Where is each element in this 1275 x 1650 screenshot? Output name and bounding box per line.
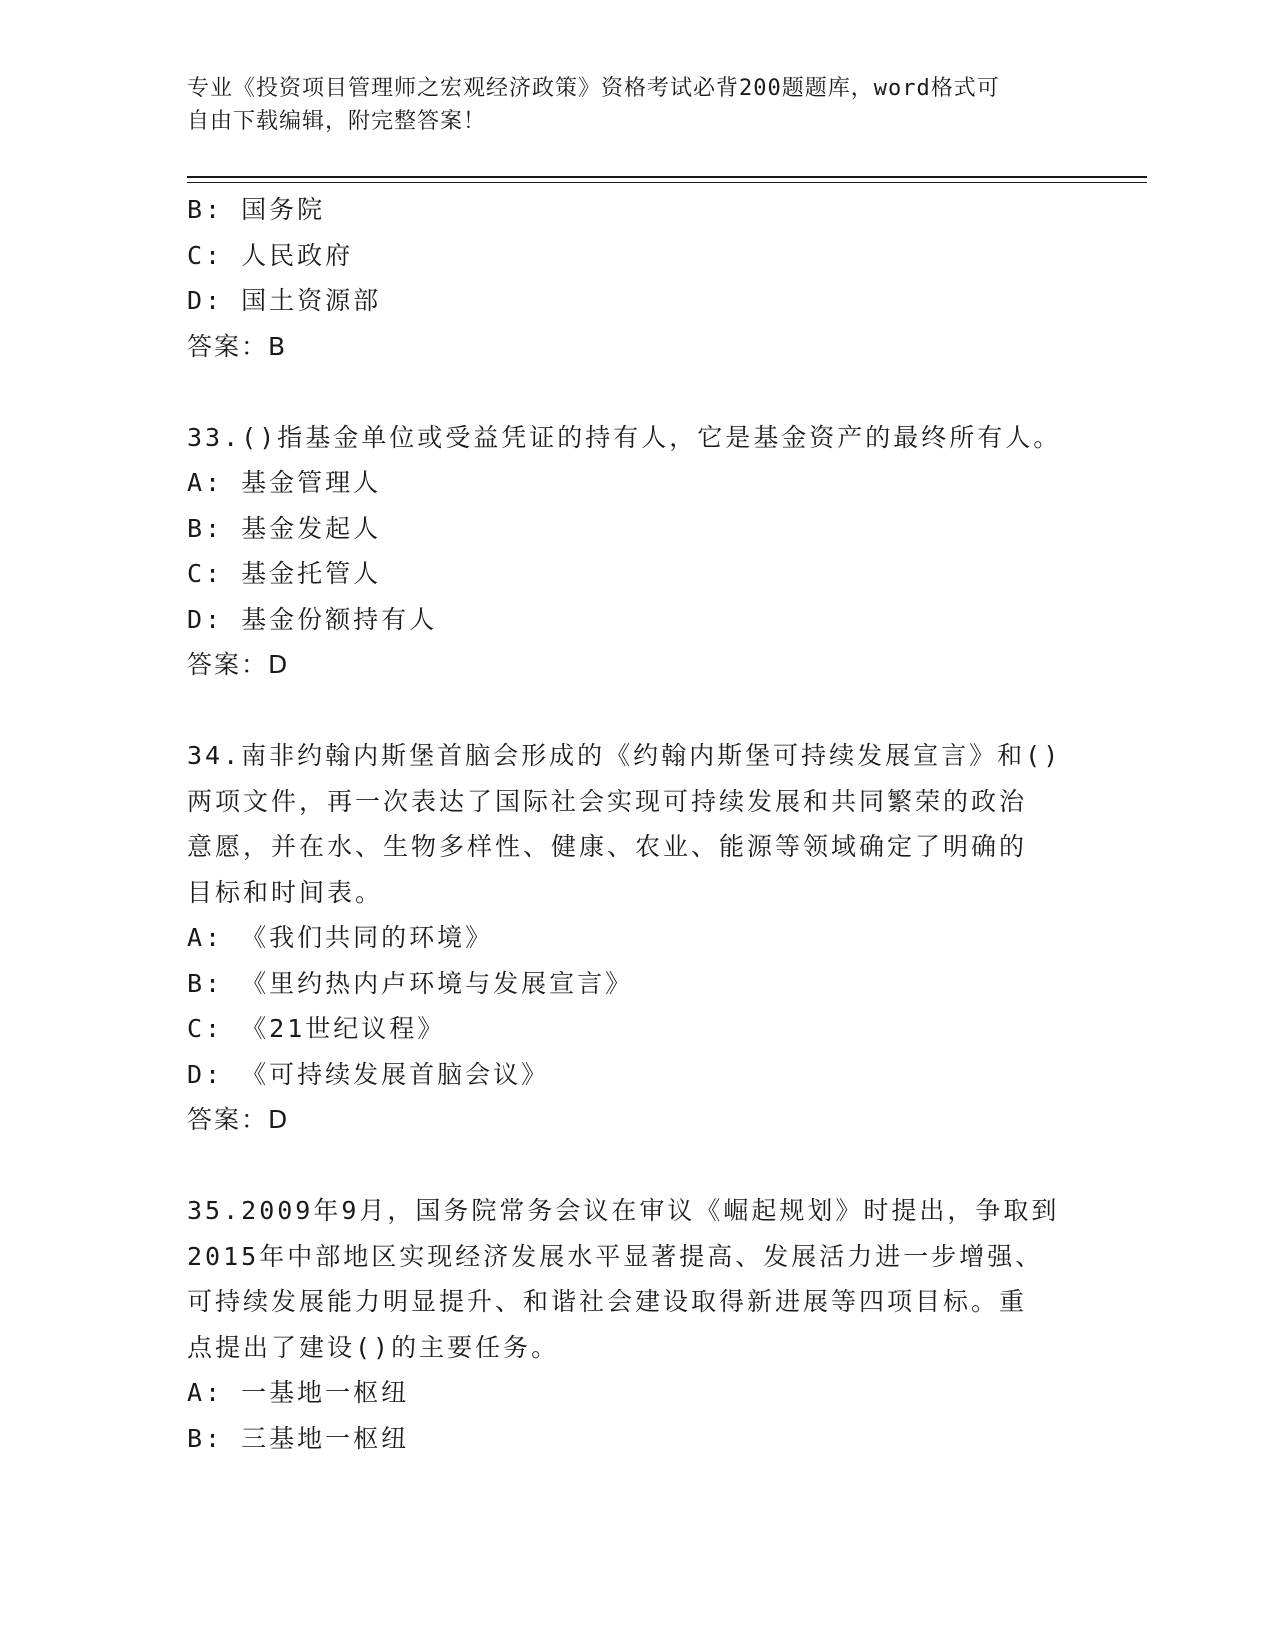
question-content (187, 187, 1087, 1461)
stem-line: 35.2009年9月，国务院常务会议在审议《崛起规划》时提出，争取到 (187, 1196, 1060, 1225)
header-line-1: 专业《投资项目管理师之宏观经济政策》资格考试必背200题题库，word格式可 (187, 76, 1000, 101)
option-d: D: 国土资源部 (187, 286, 382, 315)
stem-line: 两项文件，再一次表达了国际社会实现可持续发展和共同繁荣的政治 (187, 786, 1028, 816)
stem-line: 点提出了建设()的主要任务。 (187, 1332, 560, 1362)
question-34 (187, 733, 1087, 1143)
question-35 (187, 1188, 1087, 1461)
question-prev (187, 187, 1087, 369)
answer-line: 答案：B (187, 331, 288, 361)
option-c: C: 基金托管人 (187, 559, 382, 588)
option-c: C: 《21世纪议程》 (187, 1014, 446, 1043)
option-b: B: 基金发起人 (187, 513, 382, 543)
option-b: B: 三基地一枢纽 (187, 1423, 410, 1453)
page-header (187, 72, 1067, 138)
question-33 (187, 415, 1087, 688)
spacer (187, 688, 1087, 734)
answer-line: 答案：D (187, 650, 290, 679)
stem-line: 34.南非约翰内斯堡首脑会形成的《约翰内斯堡可持续发展宣言》和() (187, 741, 1062, 770)
header-divider-thin (187, 182, 1147, 183)
option-d: D: 基金份额持有人 (187, 604, 438, 634)
option-c: C: 人民政府 (187, 240, 354, 270)
option-a: A: 一基地一枢纽 (187, 1378, 410, 1407)
stem-line: 2015年中部地区实现经济发展水平显著提高、发展活力进一步增强、 (187, 1241, 1044, 1271)
question-stem (187, 1188, 1087, 1370)
question-stem (187, 733, 1087, 915)
spacer (187, 1143, 1087, 1189)
option-b: B: 国务院 (187, 195, 326, 224)
stem-line: 33.()指基金单位或受益凭证的持有人，它是基金资产的最终所有人。 (187, 422, 1062, 452)
stem-line: 意愿，并在水、生物多样性、健康、农业、能源等领域确定了明确的 (187, 832, 1028, 861)
option-b: B: 《里约热内卢环境与发展宣言》 (187, 968, 634, 998)
stem-line: 可持续发展能力明显提升、和谐社会建设取得新进展等四项目标。重 (187, 1287, 1028, 1316)
option-d: D: 《可持续发展首脑会议》 (187, 1059, 550, 1089)
question-stem (187, 415, 1087, 461)
header-line-2: 自由下载编辑，附完整答案！ (187, 109, 487, 134)
header-divider-thick (187, 176, 1147, 178)
stem-line: 目标和时间表。 (187, 877, 384, 907)
option-a: A: 基金管理人 (187, 468, 382, 497)
spacer (187, 369, 1087, 415)
option-a: A: 《我们共同的环境》 (187, 923, 494, 952)
answer-line: 答案：D (187, 1105, 290, 1134)
